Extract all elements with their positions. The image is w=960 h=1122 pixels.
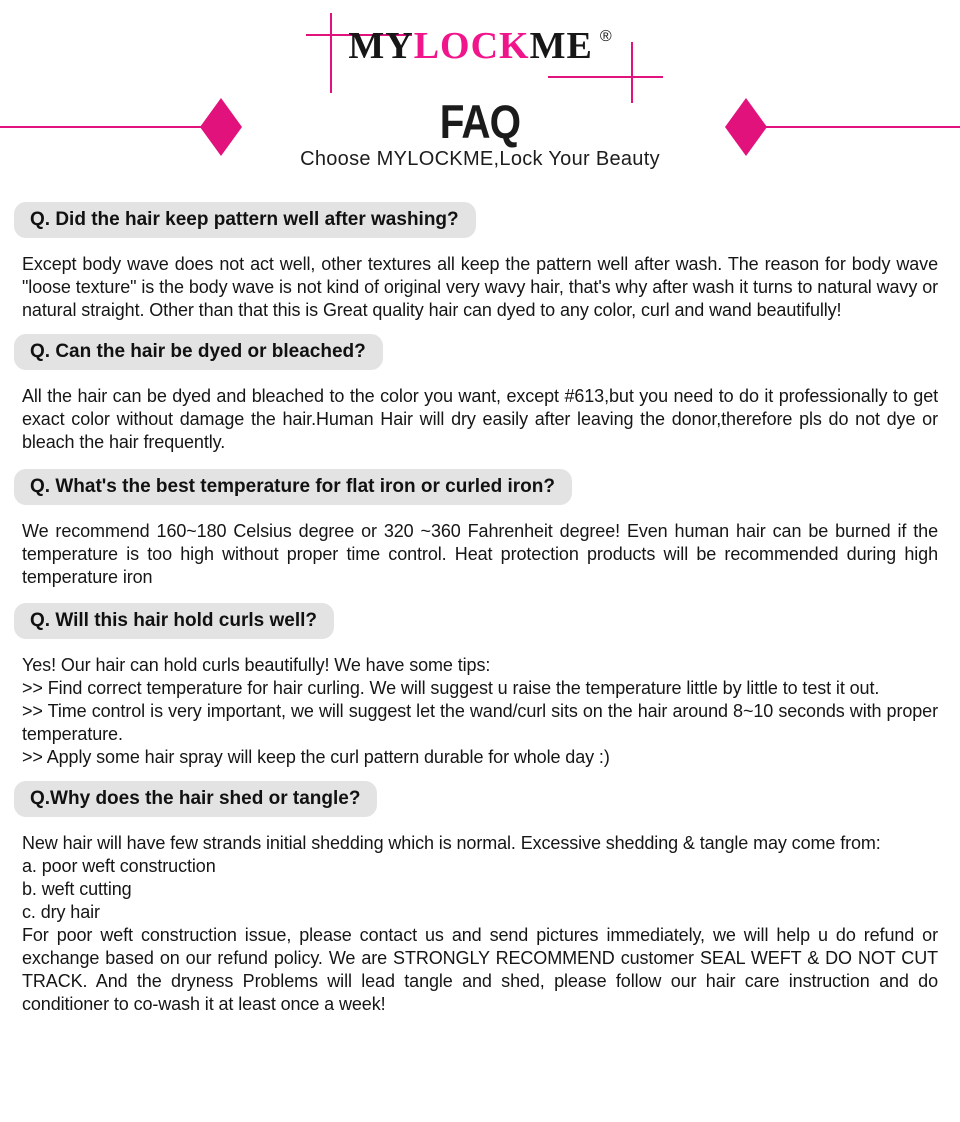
faq-item-washing	[0, 202, 960, 322]
faq-question-hold-curls: Q. Will this hair hold curls well?	[14, 603, 334, 639]
answer-paragraph: All the hair can be dyed and bleached to the color you want, except #613,but you need to do it professionally to get exact color without damage the hair.Human Hair will dry easily after leaving the donor,therefore pls do not dye or bleach the hair frequently.	[22, 386, 938, 452]
page-subtitle: Choose MYLOCKME,Lock Your Beauty	[300, 148, 660, 170]
faq-question-shed-tangle: Q.Why does the hair shed or tangle?	[14, 781, 377, 817]
faq-list	[0, 202, 960, 1016]
answer-paragraph: c. dry hair	[22, 902, 100, 922]
answer-paragraph: Except body wave does not act well, other textures all keep the pattern well after wash. The reason for body wave "loose texture" is the body wave is not kind of original very wavy hair, that's why after wash it turns to natural wavy or natural straight. Other than that this is Great quality hair can dyed to any color, curl and wand beautifully!	[22, 254, 938, 320]
decorative-line-right	[766, 126, 960, 128]
faq-item-shed-tangle	[0, 781, 960, 1016]
faq-item-temperature	[0, 469, 960, 589]
answer-paragraph: a. poor weft construction	[22, 856, 216, 876]
faq-question-dye-bleach: Q. Can the hair be dyed or bleached?	[14, 334, 383, 370]
faq-answer-temperature	[22, 520, 938, 589]
faq-answer-washing	[22, 253, 938, 322]
answer-paragraph: New hair will have few strands initial shedding which is normal. Excessive shedding & tangle may come from:	[22, 833, 881, 853]
faq-question-temperature: Q. What's the best temperature for flat iron or curled iron?	[14, 469, 572, 505]
page-title: FAQ	[439, 95, 521, 148]
brand-logo	[0, 26, 960, 74]
logo-text-me: ME	[529, 25, 593, 67]
faq-item-hold-curls	[0, 603, 960, 769]
answer-paragraph: >> Find correct temperature for hair curling. We will suggest u raise the temperature little by little to test it out.	[22, 678, 880, 698]
registered-trademark-symbol: ®	[599, 28, 612, 45]
crosshair-bottom-right-vertical-line	[631, 42, 633, 103]
crosshair-bottom-right-horizontal-line	[548, 76, 663, 78]
answer-paragraph: b. weft cutting	[22, 879, 132, 899]
answer-paragraph: We recommend 160~180 Celsius degree or 320 ~360 Fahrenheit degree! Even human hair can be burned if the temperature is too high without proper time control. Heat protection products will be recommended during high temperature iron	[22, 521, 938, 587]
faq-answer-shed-tangle	[22, 832, 938, 1016]
answer-paragraph: >> Apply some hair spray will keep the curl pattern durable for whole day :)	[22, 747, 610, 767]
logo-text-lock: LOCK	[413, 25, 530, 67]
answer-paragraph: Yes! Our hair can hold curls beautifully! We have some tips:	[22, 655, 491, 675]
answer-paragraph: For poor weft construction issue, please contact us and send pictures immediately, we will help u do refund or exchange based on our refund policy. We are STRONGLY RECOMMEND customer SEAL WEFT & DO NOT CUT TRACK. And the dryness Problems will lead tangle and shed, please follow our hair care instruction and do conditioner to co-wash it at least once a week!	[22, 925, 938, 1014]
faq-title-block	[0, 97, 960, 170]
faq-item-dye-bleach	[0, 334, 960, 454]
faq-answer-hold-curls	[22, 654, 938, 769]
brand-header	[0, 0, 960, 185]
answer-paragraph: >> Time control is very important, we will suggest let the wand/curl sits on the hair around 8~10 seconds with proper temperature.	[22, 701, 938, 744]
faq-question-washing: Q. Did the hair keep pattern well after washing?	[14, 202, 476, 238]
faq-answer-dye-bleach	[22, 385, 938, 454]
logo-text-my: MY	[348, 25, 414, 67]
